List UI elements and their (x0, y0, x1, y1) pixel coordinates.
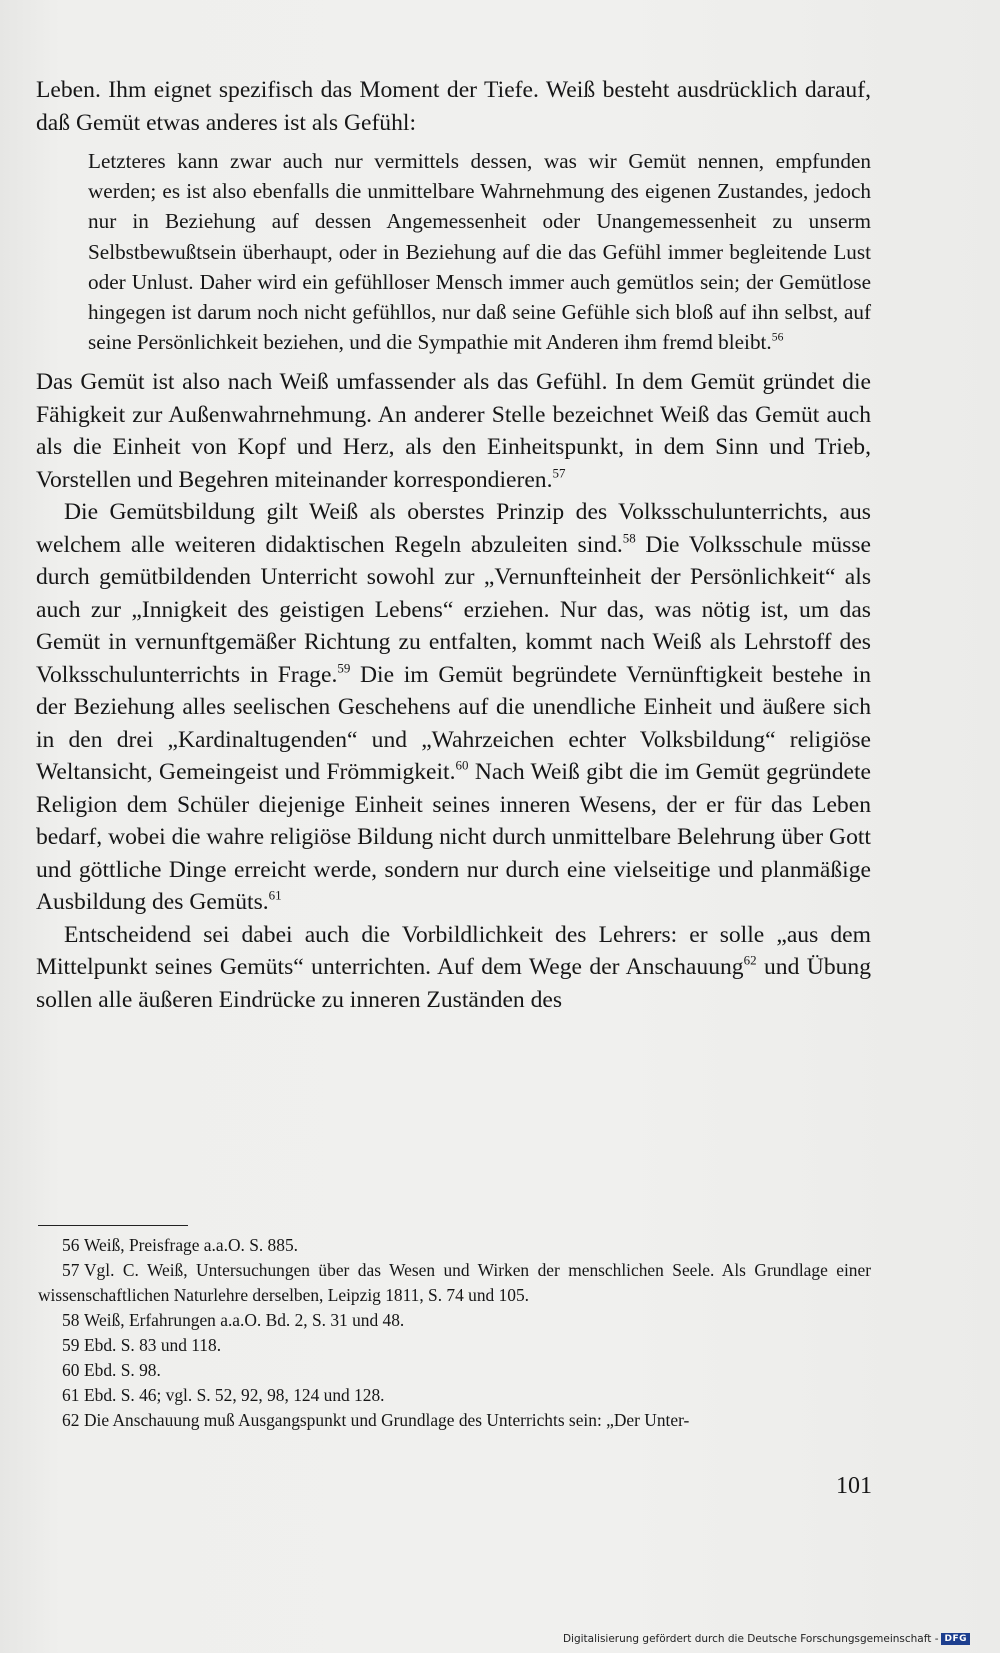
footnote-ref-57[interactable]: 57 (552, 465, 566, 481)
footnote-57: 57 Vgl. C. Weiß, Untersuchungen über das Wesen und Wirken der menschlichen Seele. Als Grundlage einer wissenschaftlichen Naturlehre derselben, Leipzig 1811, S. 74 und 105. (38, 1260, 871, 1305)
footnote-ref-61[interactable]: 61 (268, 887, 282, 903)
dfg-logo-icon: DFG (941, 1633, 970, 1645)
page-number: 101 (836, 1473, 872, 1499)
paragraph-2: Das Gemüt ist also nach Weiß umfassender als das Gefühl. In dem Gemüt gründet die Fähigkeit zur Außenwahrnehmung. An anderer Stelle bezeichnet Weiß das Gemüt auch als die Einheit von Kopf und Herz, als den Einheitspunkt, in dem Sinn und Trieb, Vorstellen und Begehren miteinander korrespondieren.$^{57}$ (36, 369, 871, 493)
footnote-ref-56[interactable]: 56 (771, 330, 784, 344)
footnote-ref-58[interactable]: 58 (622, 530, 636, 546)
footnote-58: 58 Weiß, Erfahrungen a.a.O. Bd. 2, S. 31 und 48. (62, 1310, 405, 1330)
block-quote (88, 146, 871, 357)
footnote-ref-59[interactable]: 59 (337, 660, 351, 676)
digitization-credit (563, 1633, 970, 1645)
footnote-62: 62 Die Anschauung muß Ausgangspunkt und Grundlage des Unterrichts sein: „Der Unter- (62, 1410, 690, 1430)
footnote-60: 60 Ebd. S. 98. (62, 1360, 161, 1380)
quote-text: Letzteres kann zwar auch nur vermittels dessen, was wir Gemüt nennen, empfunden werden; es ist also ebenfalls die unmittelbare Wahrnehmung des eigenen Zustandes, jedoch nur in Beziehung auf dessen Angemessenheit oder Unangemessenheit zu unserm Selbstbewußtsein überhaupt, oder in Beziehung auf die das Gefühl immer begleitende Lust oder Unlust. Daher wird ein gefühlloser Mensch immer auch gemütlos sein; der Gemütlose hingegen ist darum noch nicht gefühllos, nur daß seine Gefühle sich bloß auf ihn selbst, auf seine Persönlichkeit beziehen, und die Sympathie mit Anderen ihm fremd bleibt.$^{56}$ (88, 149, 871, 355)
footnote-59: 59 Ebd. S. 83 und 118. (62, 1335, 222, 1355)
paragraph-3: Die Gemütsbildung gilt Weiß als oberstes Prinzip des Volksschulunterrichts, aus welchem alle weiteren didaktischen Regeln abzuleiten sind.$^{58}$ Die Volksschule müsse durch gemütbildenden Unterricht sowohl zur „Vernunfteinheit der Persönlichkeit“ als auch zur „Innigkeit des geistigen Lebens“ erziehen. Nur das, was nötig ist, um das Gemüt in vernunftgemäßer Richtung zu entfalten, kommt nach Weiß als Lehrstoff des Volksschulunterrichts in Frage.$^{59}$ Die im Gemüt begründete Vernünftigkeit bestehe in der Beziehung alles seelischen Geschehens auf die unendliche Einheit und äußere sich in den drei „Kardinaltugenden“ und „Wahrzeichen echter Volksbildung“ religiöse Weltansicht, Gemeingeist und Frömmigkeit.$^{60}$ Nach Weiß gibt die im Gemüt gegründete Religion dem Schüler diejenige Einheit seines inneren Wesens, der er für das Leben bedarf, wobei die wahre religiöse Bildung nicht durch unmittelbare Belehrung über Gott und göttliche Dinge erreicht werde, sondern nur durch eine vielseitige und planmäßige Ausbildung des Gemüts.$^{61}$ (36, 499, 872, 916)
footnote-61: 61 Ebd. S. 46; vgl. S. 52, 92, 98, 124 und 128. (62, 1385, 385, 1405)
footnotes (38, 1233, 871, 1433)
footnote-ref-60[interactable]: 60 (455, 757, 469, 773)
credit-text: Digitalisierung gefördert durch die Deutsche Forschungsgemeinschaft - (562, 1633, 939, 1645)
footnote-56: 56 Weiß, Preisfrage a.a.O. S. 885. (62, 1235, 298, 1255)
footnote-ref-62[interactable]: 62 (743, 952, 757, 968)
footnote-separator (38, 1225, 188, 1226)
paragraph-intro: Leben. Ihm eignet spezifisch das Moment der Tiefe. Weiß besteht ausdrücklich darauf, daß Gemüt etwas anderes ist als Gefühl: (36, 77, 871, 136)
paragraph-4: Entscheidend sei dabei auch die Vorbildlichkeit des Lehrers: er solle „aus dem Mittelpunkt seines Gemüts“ unterrichten. Auf dem Wege der Anschauung$^{62}$ und Übung sollen alle äußeren Eindrücke zu inneren Zuständen des (36, 921, 872, 1013)
main-text (36, 74, 871, 1016)
